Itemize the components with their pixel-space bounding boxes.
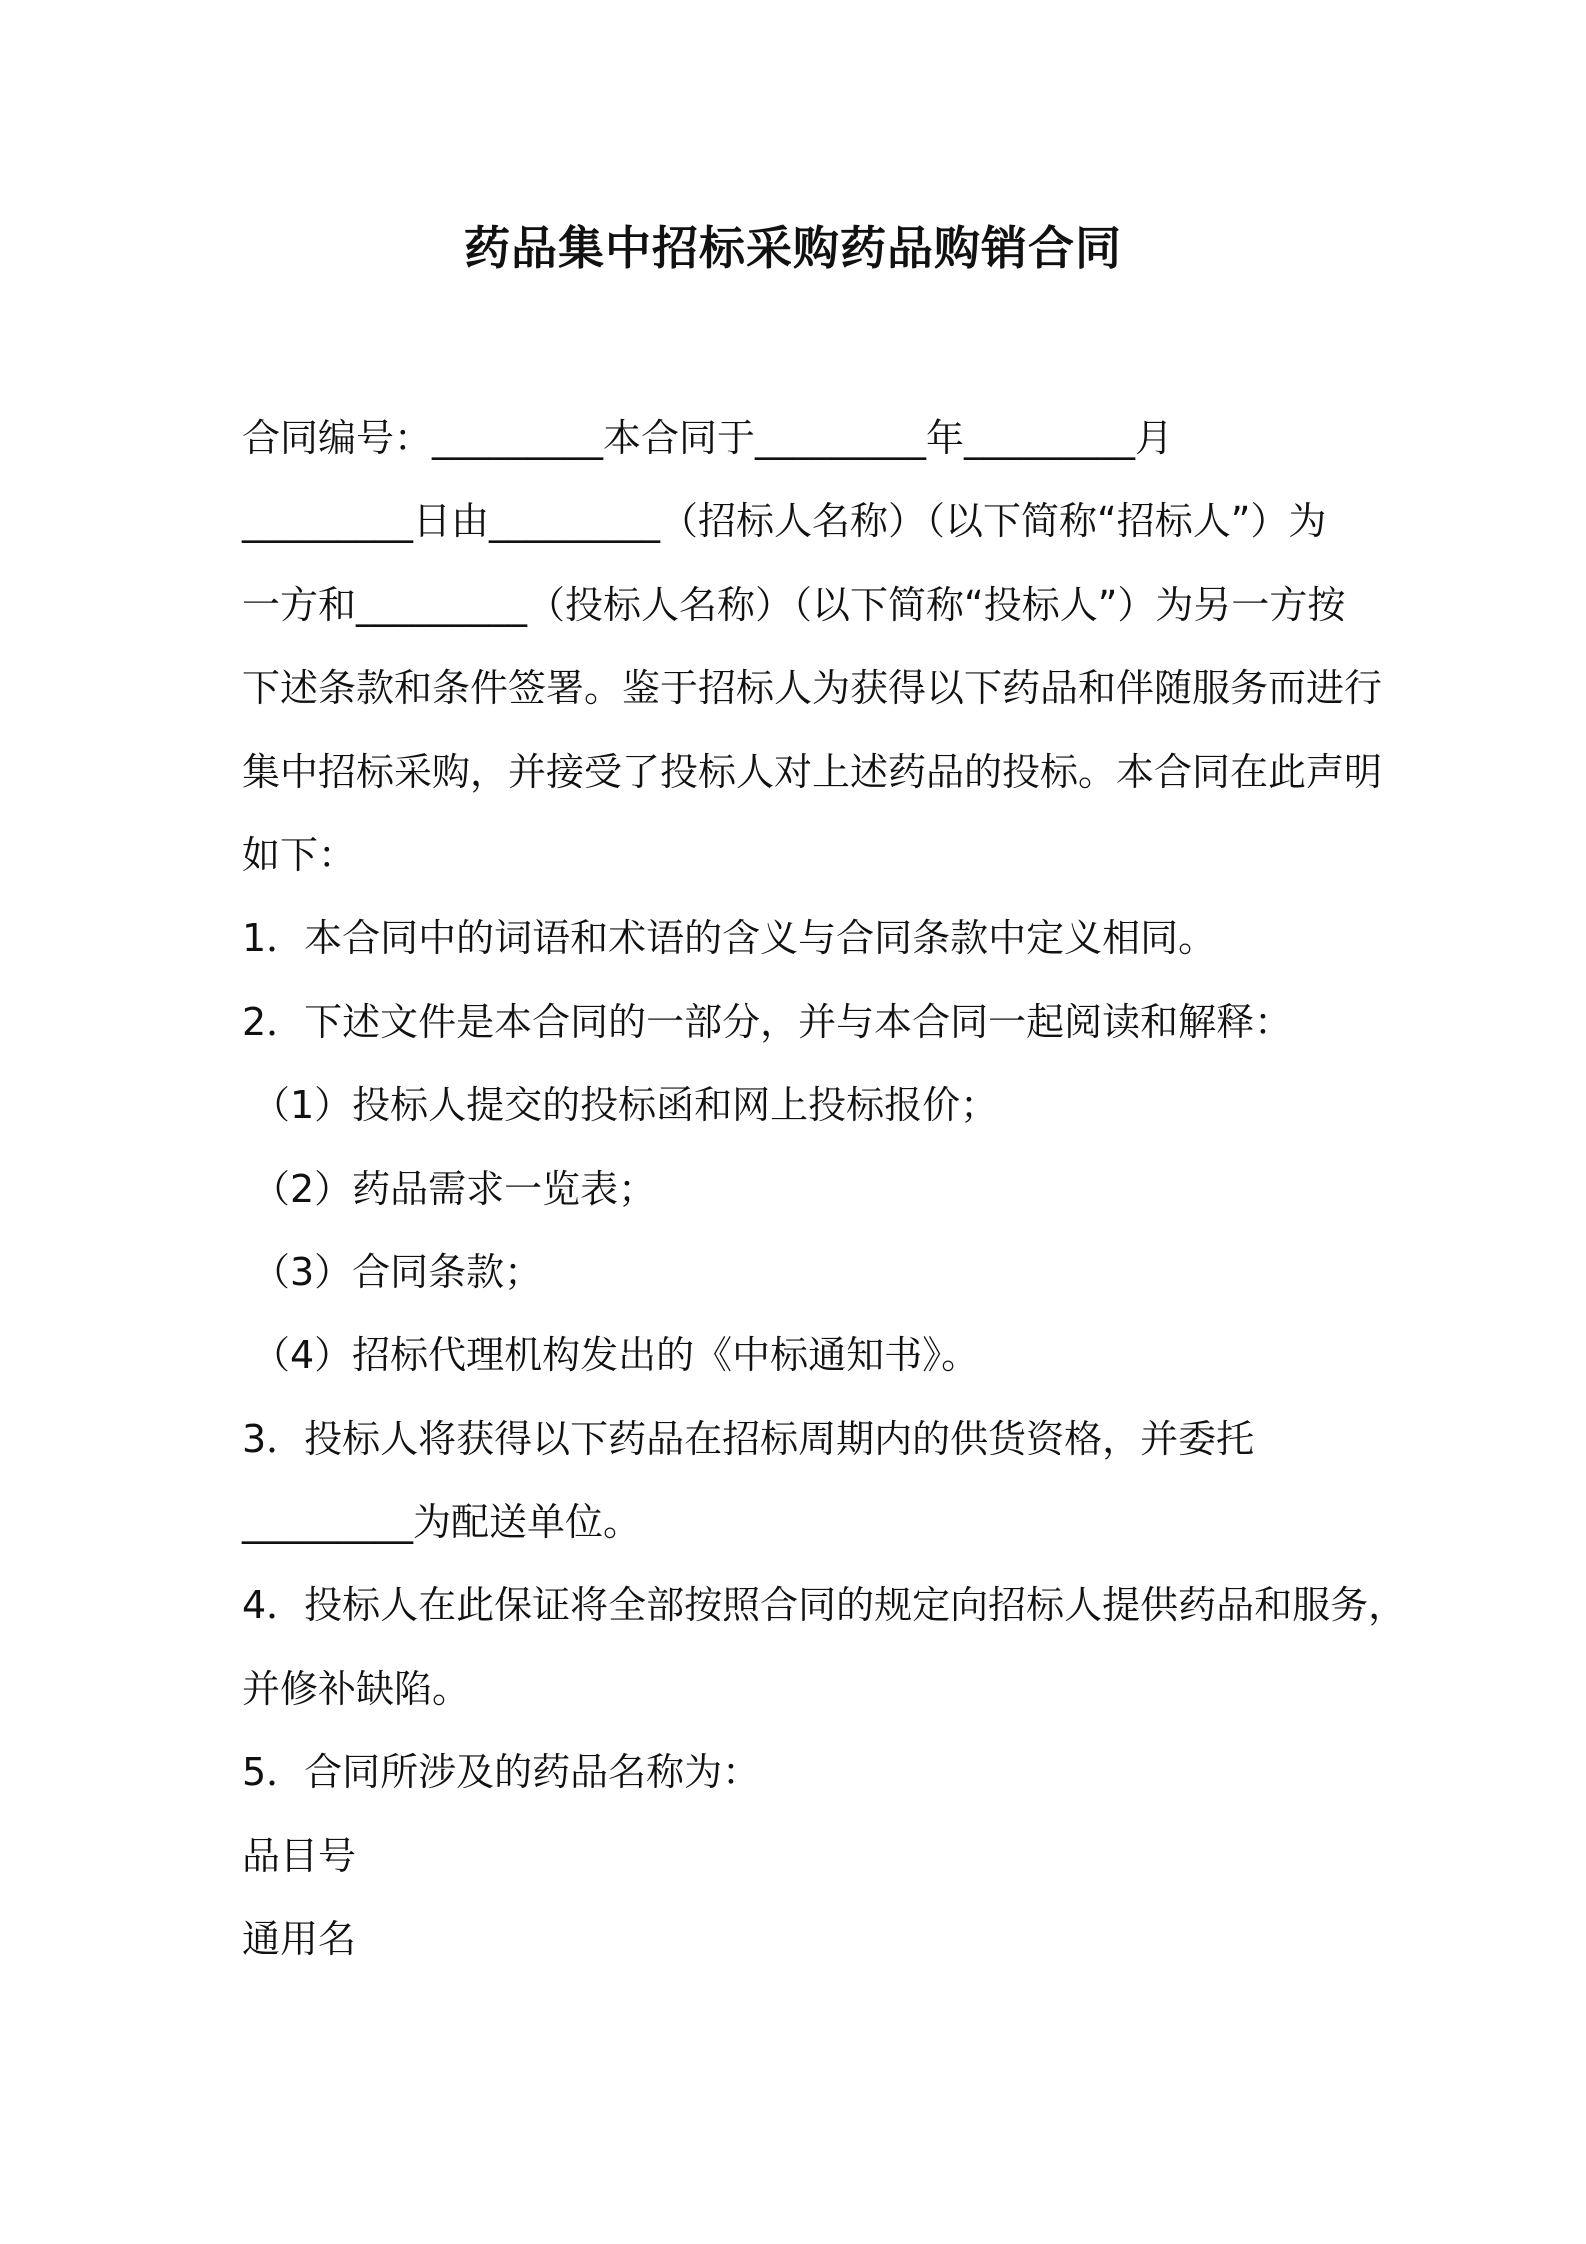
clause-3: 3．投标人将获得以下药品在招标周期内的供货资格，并委托 [242,1416,1255,1461]
clause-3-continued: _________为配送单位。 [242,1500,642,1545]
document-body [242,408,1407,1992]
paragraph-line: 一方和_________（投标人名称）（以下简称“投标人”）为另一方按 [242,582,1346,627]
clause-4: 4．投标人在此保证将全部按照合同的规定向招标人提供药品和服务， [242,1583,1407,1628]
paragraph-line: 下述条款和条件签署。鉴于招标人为获得以下药品和伴随服务而进行 [242,666,1383,711]
contract-number-line: 合同编号：_________本合同于_________年_________月 [242,416,1174,460]
clause-2-item-3: （3）合同条款； [252,1249,543,1294]
clause-2-item-2: （2）药品需求一览表； [252,1166,657,1211]
clause-2-item-1: （1）投标人提交的投标函和网上投标报价； [252,1083,999,1128]
clause-5: 5．合同所涉及的药品名称为： [242,1750,761,1795]
paragraph-line: _________日由_________（招标人名称）（以下简称“招标人”）为 [242,499,1327,544]
clause-2: 2．下述文件是本合同的一部分，并与本合同一起阅读和解释： [242,999,1293,1044]
generic-name-label: 通用名 [242,1917,357,1962]
clause-1: 1．本合同中的词语和术语的含义与合同条款中定义相同。 [242,916,1217,961]
clause-2-item-4: （4）招标代理机构发出的《中标通知书》。 [252,1333,980,1378]
clause-4-continued: 并修补缺陷。 [242,1666,471,1711]
paragraph-line: 集中招标采购，并接受了投标人对上述药品的投标。本合同在此声明 [242,749,1383,794]
item-number-label: 品目号 [242,1833,357,1878]
paragraph-line: 如下： [242,832,357,877]
document-title: 药品集中招标采购药品购销合同 [464,221,1122,275]
